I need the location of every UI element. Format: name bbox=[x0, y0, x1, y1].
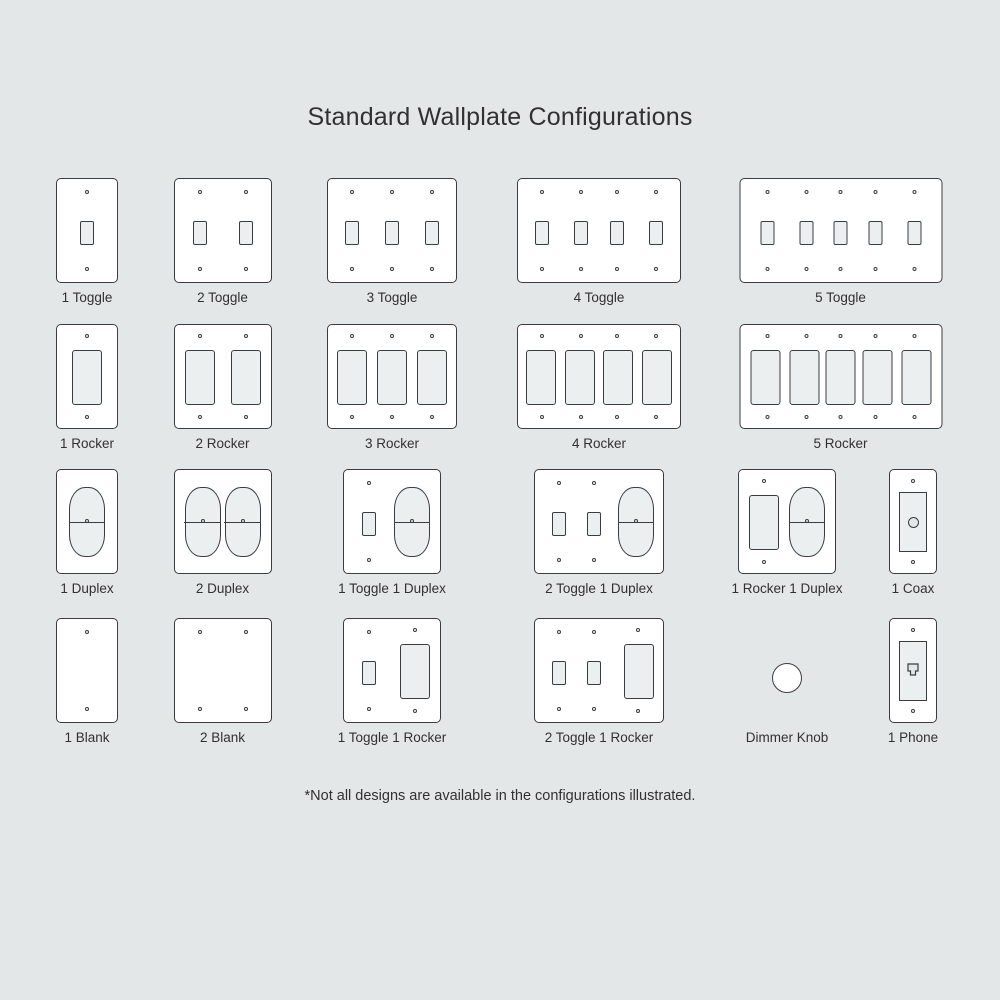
screw-icon bbox=[654, 334, 658, 338]
screw-icon bbox=[244, 267, 248, 271]
screw-icon bbox=[85, 267, 89, 271]
config-label: 1 Coax bbox=[891, 581, 935, 596]
rocker-opening bbox=[185, 350, 215, 405]
screw-icon bbox=[557, 630, 561, 634]
screw-icon bbox=[390, 415, 394, 419]
rocker-opening bbox=[417, 350, 447, 405]
config-label: 5 Rocker bbox=[813, 436, 868, 451]
toggle-opening bbox=[535, 221, 549, 245]
config-cell-1-rocker bbox=[26, 324, 148, 454]
config-label: 1 Toggle 1 Rocker bbox=[337, 730, 447, 745]
toggle-opening bbox=[425, 221, 439, 245]
config-cell-2-rocker bbox=[155, 324, 290, 454]
screw-icon bbox=[654, 190, 658, 194]
screw-icon bbox=[85, 190, 89, 194]
screw-icon bbox=[762, 560, 766, 564]
screw-icon bbox=[873, 334, 877, 338]
toggle-opening bbox=[587, 661, 601, 685]
config-label: 1 Blank bbox=[64, 730, 110, 745]
toggle-opening bbox=[80, 221, 94, 245]
screw-icon bbox=[911, 479, 915, 483]
screw-icon bbox=[592, 481, 596, 485]
config-cell-2-toggle-1-duplex bbox=[505, 469, 693, 599]
config-label: 3 Toggle bbox=[366, 290, 418, 305]
rocker-opening bbox=[400, 644, 430, 699]
screw-icon bbox=[839, 267, 843, 271]
screw-icon bbox=[85, 334, 89, 338]
config-label: 2 Toggle bbox=[197, 290, 248, 305]
config-cell-4-rocker bbox=[505, 324, 693, 454]
screw-icon bbox=[350, 415, 354, 419]
config-cell-1-phone bbox=[852, 618, 974, 748]
config-cell-dimmer-knob bbox=[726, 618, 848, 748]
wallplate bbox=[517, 324, 681, 429]
toggle-opening bbox=[649, 221, 663, 245]
toggle-opening bbox=[574, 221, 588, 245]
screw-icon bbox=[912, 267, 916, 271]
wallplate bbox=[174, 178, 272, 283]
screw-icon bbox=[244, 707, 248, 711]
wallplate bbox=[174, 469, 272, 574]
toggle-opening bbox=[552, 512, 566, 536]
screw-icon bbox=[839, 415, 843, 419]
config-label: 1 Rocker bbox=[59, 436, 115, 451]
coax-plate-insert bbox=[899, 492, 927, 552]
screw-icon bbox=[579, 415, 583, 419]
config-cell-1-blank bbox=[26, 618, 148, 748]
screw-icon bbox=[85, 415, 89, 419]
screw-icon bbox=[592, 630, 596, 634]
screw-icon bbox=[911, 628, 915, 632]
toggle-opening bbox=[385, 221, 399, 245]
wallplate bbox=[739, 324, 942, 429]
toggle-opening bbox=[362, 661, 376, 685]
screw-icon bbox=[615, 415, 619, 419]
config-label: 1 Toggle bbox=[61, 290, 113, 305]
config-cell-1-toggle bbox=[26, 178, 148, 308]
config-label: 1 Rocker 1 Duplex bbox=[731, 581, 843, 596]
rocker-opening bbox=[642, 350, 672, 405]
screw-icon bbox=[654, 415, 658, 419]
screw-icon bbox=[839, 190, 843, 194]
screw-icon bbox=[615, 334, 619, 338]
screw-icon bbox=[636, 628, 640, 632]
screw-icon bbox=[592, 707, 596, 711]
screw-icon bbox=[804, 190, 808, 194]
config-label: 1 Duplex bbox=[60, 581, 114, 596]
wallplate bbox=[739, 178, 942, 283]
toggle-opening bbox=[239, 221, 253, 245]
screw-icon bbox=[85, 519, 89, 523]
rocker-opening bbox=[826, 350, 856, 405]
screw-icon bbox=[367, 558, 371, 562]
phone-jack-icon bbox=[904, 663, 922, 679]
screw-icon bbox=[430, 190, 434, 194]
config-cell-3-toggle bbox=[316, 178, 468, 308]
page-title: Standard Wallplate Configurations bbox=[307, 103, 693, 131]
config-label: 2 Duplex bbox=[195, 581, 250, 596]
screw-icon bbox=[912, 190, 916, 194]
screw-icon bbox=[804, 267, 808, 271]
dimmer-knob-icon bbox=[772, 663, 802, 693]
screw-icon bbox=[413, 628, 417, 632]
screw-icon bbox=[410, 519, 414, 523]
screw-icon bbox=[911, 709, 915, 713]
wallplate bbox=[174, 618, 272, 723]
config-label: 5 Toggle bbox=[815, 290, 866, 305]
config-cell-1-coax bbox=[852, 469, 974, 599]
screw-icon bbox=[350, 334, 354, 338]
rocker-opening bbox=[901, 350, 931, 405]
config-label: 4 Rocker bbox=[571, 436, 627, 451]
toggle-opening bbox=[907, 221, 921, 245]
config-cell-2-duplex bbox=[155, 469, 290, 599]
screw-icon bbox=[765, 415, 769, 419]
screw-icon bbox=[198, 415, 202, 419]
screw-icon bbox=[198, 334, 202, 338]
rocker-opening bbox=[337, 350, 367, 405]
config-label: 1 Phone bbox=[887, 730, 939, 745]
config-label: 3 Rocker bbox=[364, 436, 420, 451]
screw-icon bbox=[350, 267, 354, 271]
rocker-opening bbox=[72, 350, 102, 405]
screw-icon bbox=[804, 415, 808, 419]
config-cell-2-toggle bbox=[155, 178, 290, 308]
wallplate bbox=[534, 469, 664, 574]
screw-icon bbox=[765, 334, 769, 338]
config-cell-3-rocker bbox=[316, 324, 468, 454]
screw-icon bbox=[198, 267, 202, 271]
screw-icon bbox=[244, 630, 248, 634]
screw-icon bbox=[839, 334, 843, 338]
screw-icon bbox=[804, 334, 808, 338]
screw-icon bbox=[557, 481, 561, 485]
wallplate bbox=[327, 178, 457, 283]
screw-icon bbox=[873, 190, 877, 194]
config-cell-5-toggle bbox=[733, 178, 948, 308]
screw-icon bbox=[367, 707, 371, 711]
screw-icon bbox=[430, 267, 434, 271]
wallplate bbox=[327, 324, 457, 429]
rocker-opening bbox=[377, 350, 407, 405]
wallplate bbox=[56, 324, 118, 429]
screw-icon bbox=[912, 334, 916, 338]
config-label: 2 Toggle 1 Duplex bbox=[545, 581, 653, 596]
screw-icon bbox=[765, 190, 769, 194]
rocker-opening bbox=[750, 350, 780, 405]
screw-icon bbox=[430, 415, 434, 419]
screw-icon bbox=[873, 267, 877, 271]
screw-icon bbox=[634, 519, 638, 523]
screw-icon bbox=[244, 415, 248, 419]
rocker-opening bbox=[862, 350, 892, 405]
screw-icon bbox=[430, 334, 434, 338]
toggle-opening bbox=[587, 512, 601, 536]
screw-icon bbox=[654, 267, 658, 271]
wallplate bbox=[534, 618, 664, 723]
config-label: 4 Toggle bbox=[573, 290, 625, 305]
screw-icon bbox=[390, 190, 394, 194]
wallplate bbox=[56, 178, 118, 283]
config-cell-1-toggle-1-rocker bbox=[316, 618, 468, 748]
toggle-opening bbox=[362, 512, 376, 536]
wallplate bbox=[517, 178, 681, 283]
wallplate bbox=[738, 469, 836, 574]
screw-icon bbox=[244, 334, 248, 338]
config-cell-1-duplex bbox=[26, 469, 148, 599]
toggle-opening bbox=[193, 221, 207, 245]
toggle-opening bbox=[799, 221, 813, 245]
screw-icon bbox=[762, 479, 766, 483]
toggle-opening bbox=[610, 221, 624, 245]
screw-icon bbox=[390, 334, 394, 338]
screw-icon bbox=[765, 267, 769, 271]
screw-icon bbox=[912, 415, 916, 419]
screw-icon bbox=[540, 190, 544, 194]
rocker-opening bbox=[565, 350, 595, 405]
config-label: 2 Rocker bbox=[195, 436, 250, 451]
screw-icon bbox=[198, 190, 202, 194]
screw-icon bbox=[540, 267, 544, 271]
screw-icon bbox=[201, 519, 205, 523]
screw-icon bbox=[367, 481, 371, 485]
wallplate bbox=[56, 469, 118, 574]
screw-icon bbox=[615, 267, 619, 271]
footnote-text: *Not all designs are available in the configurations illustrated. bbox=[304, 788, 696, 804]
screw-icon bbox=[557, 707, 561, 711]
wallplate bbox=[889, 618, 937, 723]
screw-icon bbox=[557, 558, 561, 562]
wallplate bbox=[56, 618, 118, 723]
screw-icon bbox=[241, 519, 245, 523]
screw-icon bbox=[85, 707, 89, 711]
config-cell-1-toggle-1-duplex bbox=[316, 469, 468, 599]
screw-icon bbox=[579, 190, 583, 194]
screw-icon bbox=[367, 630, 371, 634]
screw-icon bbox=[350, 190, 354, 194]
config-cell-4-toggle bbox=[505, 178, 693, 308]
screw-icon bbox=[413, 709, 417, 713]
screw-icon bbox=[592, 558, 596, 562]
screw-icon bbox=[805, 519, 809, 523]
screw-icon bbox=[244, 190, 248, 194]
screw-icon bbox=[540, 334, 544, 338]
toggle-opening bbox=[834, 221, 848, 245]
rocker-opening bbox=[624, 644, 654, 699]
coax-connector-icon bbox=[908, 517, 919, 528]
screw-icon bbox=[198, 707, 202, 711]
screw-icon bbox=[911, 560, 915, 564]
config-label: Dimmer Knob bbox=[745, 730, 829, 745]
toggle-opening bbox=[868, 221, 882, 245]
config-cell-2-toggle-1-rocker bbox=[505, 618, 693, 748]
wallplate bbox=[174, 324, 272, 429]
config-cell-1-rocker-1-duplex bbox=[726, 469, 848, 599]
wallplate bbox=[343, 469, 441, 574]
rocker-opening bbox=[603, 350, 633, 405]
screw-icon bbox=[579, 334, 583, 338]
screw-icon bbox=[615, 190, 619, 194]
config-label: 2 Blank bbox=[199, 730, 246, 745]
toggle-opening bbox=[345, 221, 359, 245]
config-cell-2-blank bbox=[155, 618, 290, 748]
toggle-opening bbox=[552, 661, 566, 685]
rocker-opening bbox=[749, 495, 779, 550]
rocker-opening bbox=[231, 350, 261, 405]
screw-icon bbox=[85, 630, 89, 634]
config-cell-5-rocker bbox=[733, 324, 948, 454]
screw-icon bbox=[198, 630, 202, 634]
screw-icon bbox=[636, 709, 640, 713]
wallplate bbox=[889, 469, 937, 574]
screw-icon bbox=[390, 267, 394, 271]
wallplate bbox=[343, 618, 441, 723]
config-label: 2 Toggle 1 Rocker bbox=[544, 730, 654, 745]
rocker-opening bbox=[789, 350, 819, 405]
phone-plate-insert bbox=[899, 641, 927, 701]
config-label: 1 Toggle 1 Duplex bbox=[338, 581, 446, 596]
screw-icon bbox=[873, 415, 877, 419]
screw-icon bbox=[540, 415, 544, 419]
screw-icon bbox=[579, 267, 583, 271]
rocker-opening bbox=[526, 350, 556, 405]
toggle-opening bbox=[760, 221, 774, 245]
